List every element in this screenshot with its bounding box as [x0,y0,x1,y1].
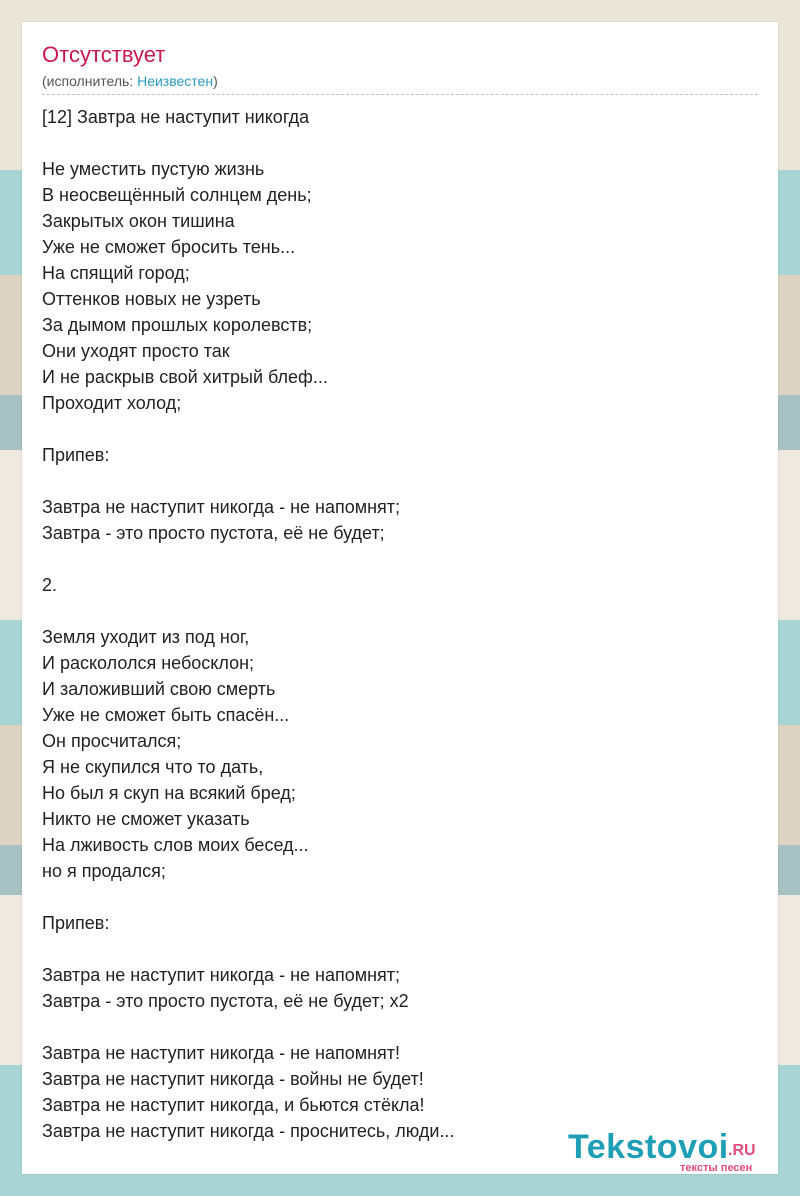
performer-suffix: ) [213,73,218,89]
performer-link[interactable]: Неизвестен [137,73,214,89]
title-separator [42,94,758,95]
song-title: Отсутствует [42,42,166,67]
logo-tld: .RU [728,1142,756,1159]
site-logo[interactable] [568,1128,778,1174]
performer-line [42,73,218,89]
lyrics-text: [12] Завтра не наступит никогда Не уместить пустую жизнь В неосвещённый солнцем день; Закрытых окон тишина Уже не сможет бросить тень... На спящий город; Оттенков новых не узреть За дымом прошлых королевств; Они уходят просто так И не раскрыв свой хитрый блеф... Проходит холод; Припев: Завтра не наступит никогда - не напомнят; Завтра - это просто пустота, её не будет; 2. Земля уходит из под ног, И раскололся небосклон; И заложивший свою смерть Уже не сможет быть спасён... Он просчитался; Я не скупился что то дать, Но был я скуп на всякий бред; Никто не сможет указать На лживость слов моих бесед... но я продался; Припев: Завтра не наступит никогда - не напомнят; Завтра - это просто пустота, её не будет; x2 Завтра не наступит никогда - не напомнят! Завтра не наступит никогда - войны не будет! Завтра не наступит никогда, и бьются стёкла! Завтра не наступит никогда - проснитесь, люди... [42,107,455,1141]
performer-prefix: (исполнитель: [42,73,138,89]
logo-tagline: тексты песен [680,1162,753,1174]
logo-name: Tekstovoi [568,1128,729,1166]
lyrics-card [22,22,778,1174]
